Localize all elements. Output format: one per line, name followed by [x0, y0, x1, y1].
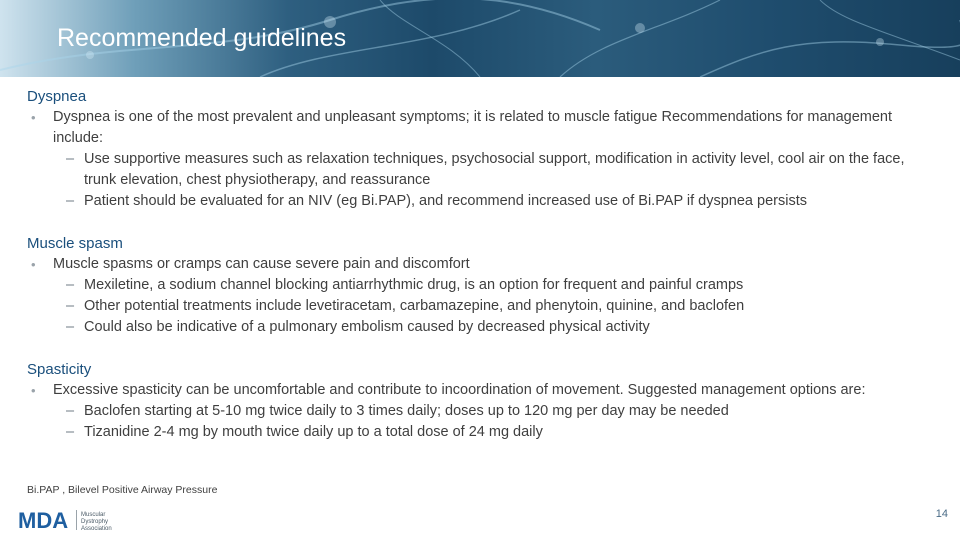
section-muscle-spasm: [27, 234, 932, 338]
sub-bullet-item: [27, 317, 932, 338]
page-title: Recommended guidelines: [57, 24, 347, 52]
logo-line3: Association: [81, 526, 112, 532]
sub-bullet-text: Could also be indicative of a pulmonary embolism caused by decreased physical activity: [84, 319, 650, 335]
sub-bullet-text: Baclofen starting at 5-10 mg twice daily to 3 times daily; doses up to 120 mg per day may be needed: [84, 403, 729, 419]
sub-bullet-text: Use supportive measures such as relaxation techniques, psychosocial support, modification in activity level, cool air on the face, trunk elevation, chest physiotherapy, and reassurance: [84, 151, 905, 188]
sub-bullet-item: [27, 401, 932, 422]
section-heading: Dyspnea: [27, 88, 87, 105]
bullet-icon: •: [31, 257, 36, 272]
sub-bullet-text: Mexiletine, a sodium channel blocking antiarrhythmic drug, is an option for frequent and painful cramps: [84, 277, 744, 293]
section-dyspnea: [27, 87, 932, 212]
mda-logo-icon: [18, 508, 138, 532]
logo-letters: MDA: [18, 508, 69, 532]
dash-icon: –: [66, 151, 75, 167]
logo-line2: Dystrophy: [81, 519, 109, 525]
bullet-icon: •: [31, 383, 36, 398]
footnote: Bi.PAP , Bilevel Positive Airway Pressure: [27, 484, 218, 496]
dash-icon: –: [66, 277, 75, 293]
sub-bullet-item: [27, 296, 932, 317]
bullet-item: [27, 254, 932, 275]
header-banner: [0, 0, 960, 77]
bullet-text: Muscle spasms or cramps can cause severe pain and discomfort: [53, 256, 470, 272]
dash-icon: –: [66, 403, 75, 419]
bullet-text: Excessive spasticity can be uncomfortable and contribute to incoordination of movement. Suggested management options are:: [53, 382, 866, 398]
page-number: 14: [935, 508, 948, 520]
sub-bullet-text: Tizanidine 2-4 mg by mouth twice daily up to a total dose of 24 mg daily: [84, 424, 543, 440]
sub-bullet-text: Patient should be evaluated for an NIV (eg Bi.PAP), and recommend increased use of Bi.PAP if dyspnea persists: [84, 193, 807, 209]
bullet-item: [27, 380, 932, 401]
sub-bullet-item: [27, 149, 932, 191]
content-body: [27, 87, 932, 465]
dash-icon: –: [66, 193, 75, 209]
bullet-text: Dyspnea is one of the most prevalent and unpleasant symptoms; it is related to muscle fatigue Recommendations for management include:: [53, 109, 893, 146]
sub-bullet-item: [27, 191, 932, 212]
dash-icon: –: [66, 424, 75, 440]
logo-line1: Muscular: [81, 512, 106, 518]
sub-bullet-item: [27, 422, 932, 443]
sub-bullet-text: Other potential treatments include levetiracetam, carbamazepine, and phenytoin, quinine, and baclofen: [84, 298, 745, 314]
dash-icon: –: [66, 319, 75, 335]
section-heading: Spasticity: [27, 361, 92, 378]
section-spasticity: [27, 360, 932, 443]
section-heading: Muscle spasm: [27, 235, 123, 252]
bullet-item: [27, 107, 932, 149]
mda-logo: [18, 508, 138, 537]
sub-bullet-item: [27, 275, 932, 296]
dash-icon: –: [66, 298, 75, 314]
bullet-icon: •: [31, 110, 36, 125]
logo-divider: [76, 510, 77, 530]
